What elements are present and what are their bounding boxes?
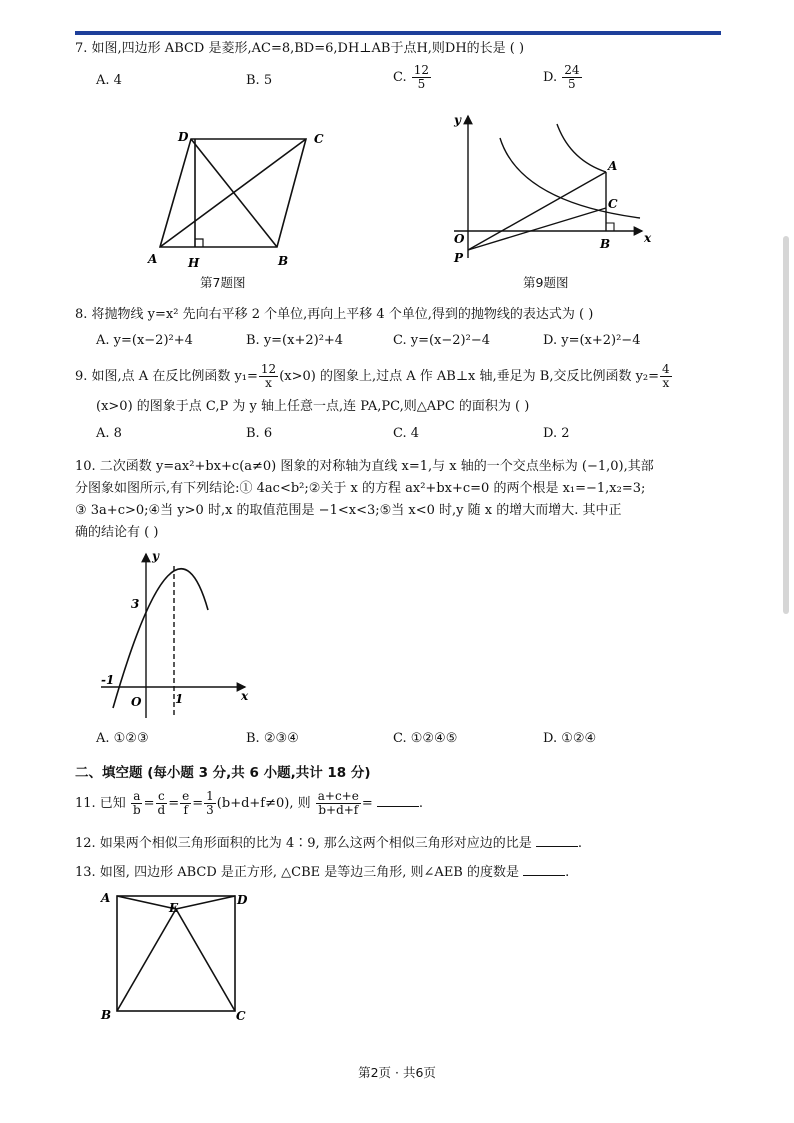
q9-figure-caption: 第9题图 [523,275,569,290]
q11-equals-4: = [361,796,373,811]
q11-fraction-a-b [131,790,143,817]
label-o: O [131,695,142,709]
q9-f2-numerator: 4 [662,362,670,376]
q10-figure-parabola [95,548,265,723]
q10-option-b: B. ②③④ [246,731,299,746]
q11-fr-numerator: a+c+e [317,789,359,803]
label-d: D [237,893,248,907]
q10-stem-line2: 分图象如图所示,有下列结论:① 4ac<b²;②关于 x 的方程 ax²+bx+c=0 的两个根是 x₁=−1,x₂=3; [75,481,646,496]
q13-answer-blank[interactable] [523,863,565,876]
q11-fraction-c-d [156,790,168,817]
q11-f13-denominator: 3 [206,803,214,817]
q9-f1-denominator: x [265,376,272,390]
section-heading-fill-blank: 二、填空题 (每小题 3 分,共 6 小题,共计 18 分) [75,765,371,781]
q9-stem-line2: (x>0) 的图象于点 C,P 为 y 轴上任意一点,连 PA,PC,则△APC 的面积为 ( ) [96,399,530,414]
label-c: C [608,197,618,211]
label-p: P [454,251,464,265]
label-a: A [608,159,618,173]
q7-option-a: A. 4 [96,73,122,88]
label-h: H [188,256,200,270]
q7-option-d [543,64,583,91]
curve-y1 [557,124,606,172]
q9-stem-line1 [75,363,673,390]
q11-f13-numerator: 1 [206,789,214,803]
right-angle-mark [606,223,614,231]
segment-ce [176,909,235,1011]
q9-fraction-y2 [660,363,672,390]
header-rule [75,31,721,35]
q11-fe-numerator: e [182,789,190,803]
q10-option-d: D. ①②④ [543,731,597,746]
q7-stem: 7. 如图,四边形 ABCD 是菱形,AC=8,BD=6,DH⊥AB于点H,则DH的长是 ( ) [75,41,525,56]
segment-ae [117,896,176,909]
q9-fraction-y1 [259,363,278,390]
label-a: A [101,891,111,905]
right-angle-mark [195,239,203,247]
label-y: y [454,113,461,127]
label-b: B [101,1008,112,1022]
q11-equals-3: = [192,796,204,811]
curve-y2 [500,138,640,218]
q10-stem-line3: ③ 3a+c>0;④当 y>0 时,x 的取值范围是 −1<x<3;⑤当 x<0 时,y 随 x 的增大而增大. 其中正 [75,503,622,518]
q11-fa-numerator: a [133,789,141,803]
q9-text-part1: 9. 如图,点 A 在反比例函数 y₁= [75,369,258,384]
label-b: B [600,237,611,251]
q9-figure-hyperbolas [440,110,660,270]
q7-option-c-label: C. [393,70,407,85]
q7-option-c [393,64,432,91]
q8-option-d: D. y=(x+2)²−4 [543,333,641,348]
q7-option-d-fraction [562,64,581,91]
q7-figure-rhombus [140,125,340,275]
q11-equals-1: = [143,796,155,811]
q11-equals-2: = [168,796,180,811]
q13-end: . [565,865,570,880]
q8-stem: 8. 将抛物线 y=x² 先向右平移 2 个单位,再向上平移 4 个单位,得到的抛物线的表达式为 ( ) [75,307,594,322]
q11-prefix: 11. 已知 [75,796,126,811]
q7-c-denominator: 5 [417,77,426,91]
q7-d-numerator: 24 [564,63,580,77]
label-o: O [454,232,465,246]
label-x: x [241,689,249,703]
q7-option-b: B. 5 [246,73,273,88]
diagonal-bd [191,139,277,247]
page-footer: 第2页 · 共6页 [358,1065,436,1080]
q10-stem-line4: 确的结论有 ( ) [75,525,159,540]
q9-option-d: D. 2 [543,426,570,441]
q11-end: . [418,796,424,811]
q11-fr-denominator: b+d+f [318,803,359,817]
q10-stem-line1: 10. 二次函数 y=ax²+bx+c(a≠0) 图象的对称轴为直线 x=1,与 x 轴的一个交点坐标为 (−1,0),其部 [75,459,654,474]
q9-option-c: C. 4 [393,426,420,441]
q12-answer-blank[interactable] [536,834,578,847]
label-neg1: -1 [101,673,115,687]
q11-fraction-result [316,790,361,817]
q12-end: . [577,836,583,851]
q8-option-c: C. y=(x−2)²−4 [393,333,490,348]
q13-figure-square [95,888,255,1026]
q11-condition: (b+d+f≠0), 则 [216,796,311,811]
segment-pa [468,172,606,250]
segment-pc [468,208,606,250]
label-a: A [148,252,158,266]
q11-answer-blank[interactable] [377,794,419,807]
q13-text: 13. 如图, 四边形 ABCD 是正方形, △CBE 是等边三角形, 则∠AEB 的度数是 [75,865,519,880]
q11-stem [75,790,423,817]
segment-de [176,896,235,909]
q11-fraction-e-f [180,790,191,817]
q12-stem [75,834,582,853]
q11-fa-denominator: b [132,803,141,817]
q7-option-c-fraction [412,64,431,91]
q11-fc-denominator: d [157,803,166,817]
q11-fe-denominator: f [183,803,188,817]
label-y: y [152,549,159,563]
q7-d-denominator: 5 [568,77,576,91]
label-c: C [236,1009,246,1023]
scrollbar[interactable] [783,236,789,614]
label-one: 1 [175,692,184,706]
label-c: C [314,132,324,146]
q12-text: 12. 如果两个相似三角形面积的比为 4∶9, 那么这两个相似三角形对应边的比是 [75,836,532,851]
q9-option-b: B. 6 [246,426,273,441]
q10-option-a: A. ①②③ [96,731,149,746]
q7-figure-caption: 第7题图 [200,275,246,290]
q9-f1-numerator: 12 [260,362,277,376]
q7-c-numerator: 12 [413,63,430,77]
q11-fraction-one-third [204,790,216,817]
label-e: E [169,901,179,915]
q8-option-b: B. y=(x+2)²+4 [246,333,344,348]
label-three: 3 [131,597,140,611]
segment-be [117,909,176,1011]
q11-fc-numerator: c [158,789,165,803]
label-d: D [178,130,189,144]
label-b: B [278,254,289,268]
q9-option-a: A. 8 [96,426,122,441]
q10-option-c: C. ①②④⑤ [393,731,458,746]
q9-text-part2: (x>0) 的图象上,过点 A 作 AB⊥x 轴,垂足为 B,交反比例函数 y₂= [279,369,660,384]
q9-f2-denominator: x [662,376,670,390]
label-x: x [644,231,652,245]
q7-option-d-label: D. [543,70,558,85]
q8-option-a: A. y=(x−2)²+4 [96,333,193,348]
q13-stem [75,863,569,882]
